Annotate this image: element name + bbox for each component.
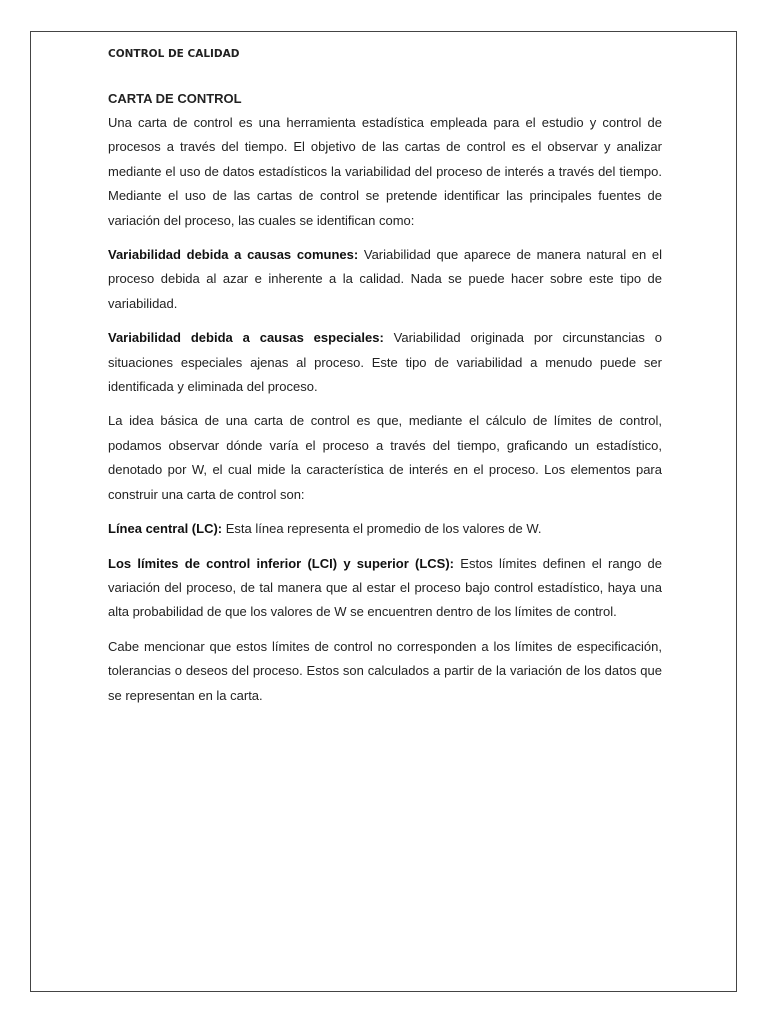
closing-paragraph: Cabe mencionar que estos límites de control no corresponden a los límites de especificación, tolerancias o deseos del proceso. Estos son calculados a partir de la variación de los datos que se representan en la carta. <box>108 638 662 703</box>
common-causes-term: Variabilidad debida a causas comunes: <box>108 247 359 263</box>
common-causes-text: Variabilidad que aparece de manera natural en el proceso debida al azar e inherente a la calidad. Nada se puede hacer sobre este tipo de variabilidad. <box>108 247 662 311</box>
special-causes-text: Variabilidad originada por circunstancias o situaciones especiales ajenas al proceso. Este tipo de variabilidad a menudo puede ser identificada y eliminada del proceso. <box>108 330 662 395</box>
intro-paragraph: Una carta de control es una herramienta estadística empleada para el estudio y control de procesos a través del tiempo. El objetivo de las cartas de control es el observar y analizar mediante el uso de datos estadísticos la variabilidad del proceso de interés a través del tiempo. Mediante el uso de las cartas de control se pretende identificar las principales fuentes de variación del proceso, las cuales se identifican como: <box>108 115 662 228</box>
basic-idea-paragraph: La idea básica de una carta de control es que, mediante el cálculo de límites de control, podamos observar dónde varía el proceso a través del tiempo, graficando un estadístico, denotado por W, el cual mide la característica de interés en el proceso. Los elementos para construir una carta de control son: <box>108 413 662 502</box>
control-limits-paragraph <box>108 552 662 625</box>
central-line-term: Línea central (LC): <box>108 521 223 537</box>
special-causes-term: Variabilidad debida a causas especiales: <box>108 330 384 346</box>
control-limits-text: Estos límites definen el rango de variación del proceso, de tal manera que al estar el proceso bajo control estadístico, haya una alta probabilidad de que los valores de W se encuentren dentro de los límites de control. <box>108 555 662 620</box>
central-line-paragraph <box>108 517 662 541</box>
central-line-text: Esta línea representa el promedio de los valores de W. <box>222 521 542 537</box>
section-title: CARTA DE CONTROL <box>108 91 242 106</box>
page-content <box>108 48 662 718</box>
page-header: CONTROL DE CALIDAD <box>108 48 240 60</box>
document-page <box>30 31 737 992</box>
special-causes-paragraph <box>108 326 662 399</box>
control-limits-term: Los límites de control inferior (LCI) y superior (LCS): <box>108 555 455 571</box>
common-causes-paragraph <box>108 243 662 316</box>
